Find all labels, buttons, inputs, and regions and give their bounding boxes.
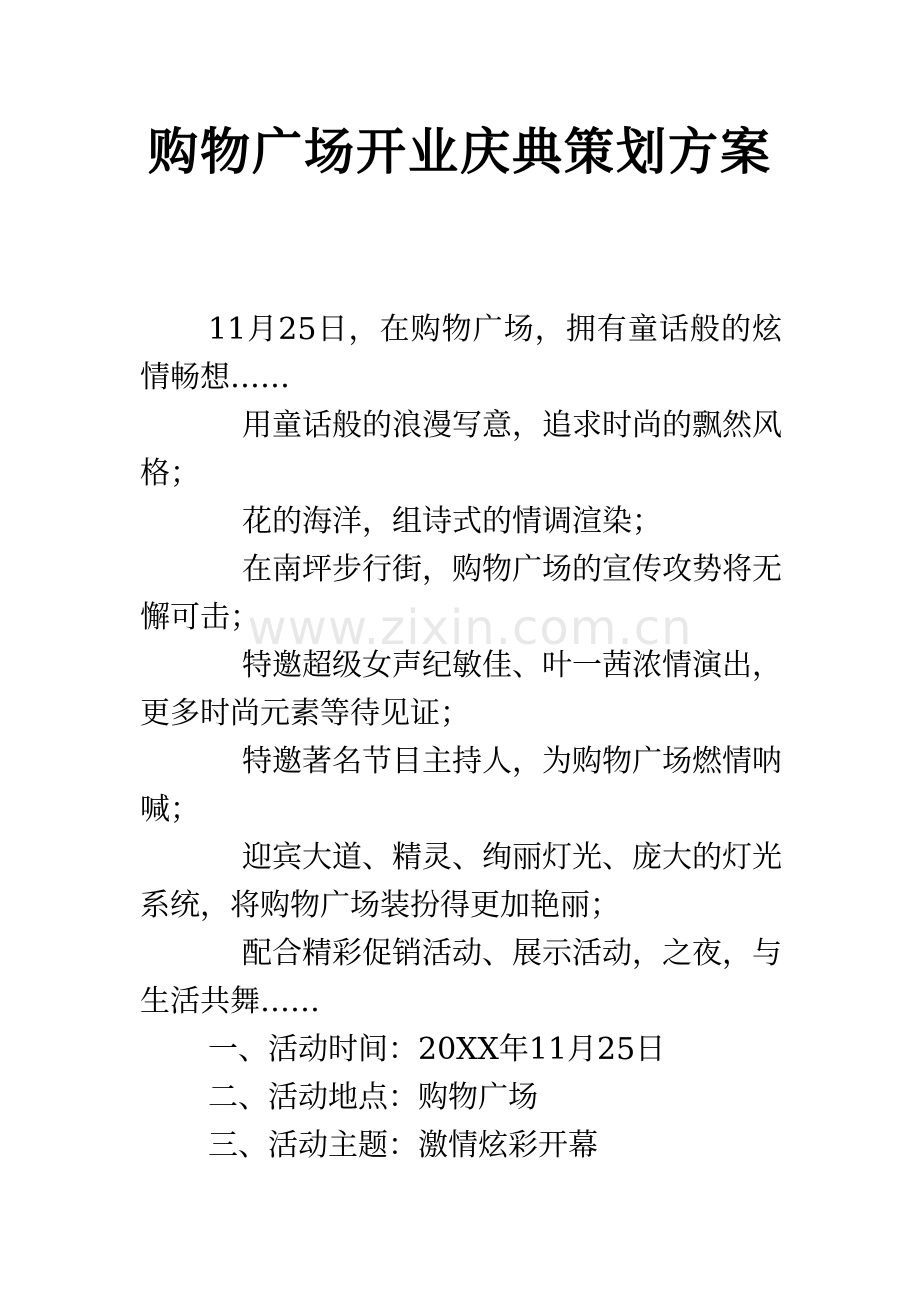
paragraph-promotion: 在南坪步行街，购物广场的宣传攻势将无懈可击； <box>140 552 782 635</box>
paragraph-guest-singers: 特邀超级女声纪敏佳、叶一茜浓情演出，更多时尚元素等待见证； <box>140 648 782 731</box>
watermark: www.zixin.com.cn <box>247 600 693 656</box>
paragraph-style: 用童话般的浪漫写意，追求时尚的飘然风格； <box>140 408 782 491</box>
paragraph-flowers: 花的海洋，组诗式的情调渲染； <box>242 504 662 539</box>
section-event-location: 二、活动地点：购物广场 <box>208 1080 538 1115</box>
paragraph-intro: 11月25日，在购物广场，拥有童话般的炫情畅想…… <box>140 312 782 395</box>
paragraph-host: 特邀著名节目主持人，为购物广场燃情呐喊； <box>140 744 782 827</box>
document-title: 购物广场开业庆典策划方案 <box>148 123 772 181</box>
paragraph-lighting: 迎宾大道、精灵、绚丽灯光、庞大的灯光系统，将购物广场装扮得更加艳丽； <box>140 840 782 923</box>
section-event-theme: 三、活动主题：激情炫彩开幕 <box>208 1128 598 1163</box>
document-body <box>140 306 782 1170</box>
section-event-time: 一、活动时间：20XX年11月25日 <box>208 1032 666 1067</box>
paragraph-activities: 配合精彩促销活动、展示活动，之夜，与生活共舞…… <box>140 936 782 1019</box>
